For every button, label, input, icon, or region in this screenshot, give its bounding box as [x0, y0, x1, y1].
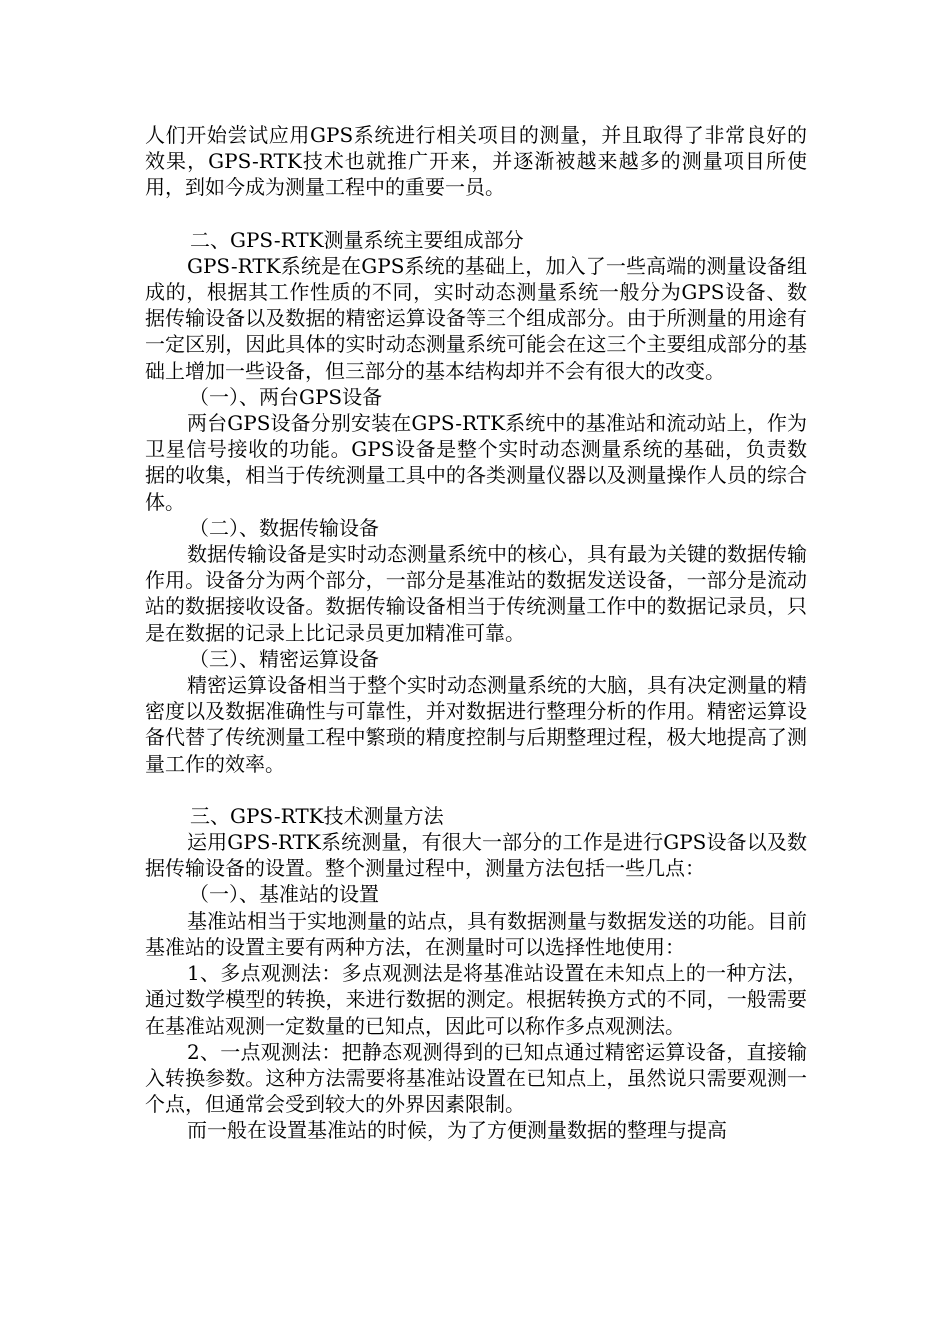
subheading-base-station: （一）、基准站的设置 [189, 882, 379, 907]
paragraph-gps-devices: 两台GPS设备分别安装在GPS-RTK系统中的基准站和流动站上，作为卫星信号接收的功能。GPS设备是整个实时动态测量系统的基础，负责数据的收集，相当于传统测量工具中的各类测量仪器以及测量操作人员的综合体。 [145, 411, 807, 514]
section-heading-methods: 三、GPS-RTK技术测量方法 [190, 803, 444, 828]
subheading-gps-devices: （一）、两台GPS设备 [189, 384, 383, 409]
paragraph-precision-computing: 精密运算设备相当于整个实时动态测量系统的大脑，具有决定测量的精密度以及数据准确性与可靠性，并对数据进行整理分析的作用。精密运算设备代替了传统测量工程中繁琐的精度控制与后期整理过程，极大地提高了测量工作的效率。 [145, 673, 807, 776]
paragraph-intro-continuation: 人们开始尝试应用GPS系统进行相关项目的测量，并且取得了非常良好的效果，GPS-RTK技术也就推广开来，并逐渐被越来越多的测量项目所使用，到如今成为测量工程中的重要一员。 [145, 123, 807, 200]
section-heading-components: 二、GPS-RTK测量系统主要组成部分 [190, 227, 524, 252]
subheading-precision-computing: （三）、精密运算设备 [189, 646, 379, 671]
paragraph-methods-intro: 运用GPS-RTK系统测量，有很大一部分的工作是进行GPS设备以及数据传输设备的设置。整个测量过程中，测量方法包括一些几点： [145, 830, 807, 881]
list-item-single-point-method: 2、一点观测法：把静态观测得到的已知点通过精密运算设备，直接输入转换参数。这种方法需要将基准站设置在已知点上，虽然说只需要观测一个点，但通常会受到较大的外界因素限制。 [145, 1039, 807, 1117]
paragraph-base-station-tail: 而一般在设置基准站的时候，为了方便测量数据的整理与提高 [187, 1118, 727, 1143]
subheading-data-transmission: （二）、数据传输设备 [189, 515, 379, 540]
document-body [145, 122, 807, 1144]
paragraph-gap [145, 201, 807, 227]
paragraph-data-transmission: 数据传输设备是实时动态测量系统中的核心，具有最为关键的数据传输作用。设备分为两个部分，一部分是基准站的数据发送设备，一部分是流动站的数据接收设备。数据传输设备相当于传统测量工作中的数据记录员，只是在数据的记录上比记录员更加精准可靠。 [145, 542, 807, 645]
paragraph-gap [145, 777, 807, 803]
paragraph-base-station: 基准站相当于实地测量的站点，具有数据测量与数据发送的功能。目前基准站的设置主要有两种方法，在测量时可以选择性地使用： [145, 908, 807, 959]
list-item-multipoint-method: 1、多点观测法：多点观测法是将基准站设置在未知点上的一种方法，通过数学模型的转换，来进行数据的测定。根据转换方式的不同，一般需要在基准站观测一定数量的已知点，因此可以称作多点观测法。 [145, 961, 807, 1038]
paragraph-components-intro: GPS-RTK系统是在GPS系统的基础上，加入了一些高端的测量设备组成的，根据其工作性质的不同，实时动态测量系统一般分为GPS设备、数据传输设备以及数据的精密运算设备等三个组成部分。由于所测量的用途有一定区别，因此具体的实时动态测量系统可能会在这三个主要组成部分的基础上增加一些设备，但三部分的基本结构却并不会有很大的改变。 [145, 253, 807, 383]
